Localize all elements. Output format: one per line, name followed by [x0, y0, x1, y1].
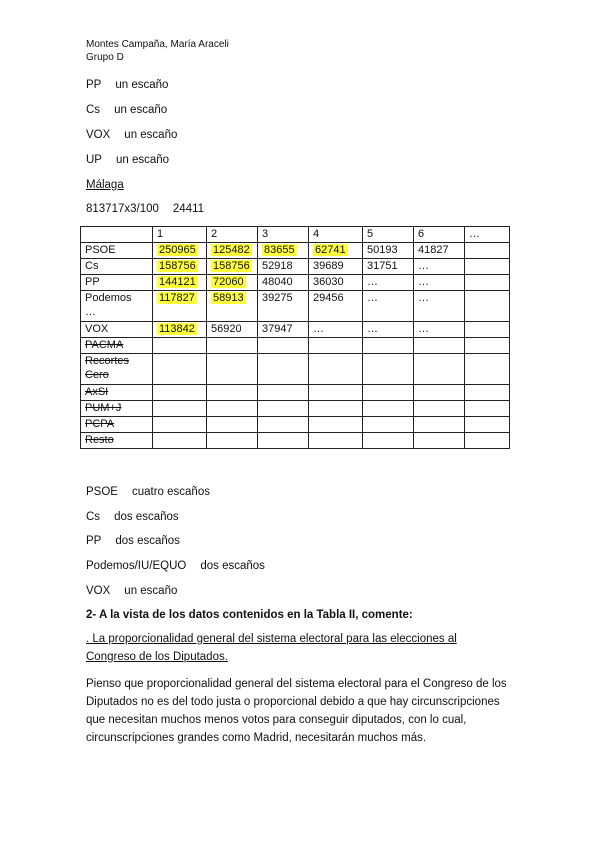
quotient-cell	[207, 338, 258, 354]
quotient-value: 56920	[211, 323, 242, 335]
table-row	[81, 291, 510, 322]
quotient-cell	[258, 291, 309, 322]
quota-calculation	[86, 203, 204, 215]
quotient-cell	[363, 259, 414, 275]
party-cell	[81, 385, 153, 401]
quotient-value: 125482	[213, 244, 250, 256]
column-header: 5	[363, 227, 414, 243]
table-row	[81, 417, 510, 433]
quotient-value: 50193	[367, 244, 398, 256]
quotient-value: 72060	[213, 276, 244, 288]
seat-count: un escaño	[124, 129, 178, 141]
seat-count: dos escaños	[114, 511, 179, 523]
quotient-cell	[258, 259, 309, 275]
quotient-value: …	[313, 323, 324, 335]
party-name: PP	[85, 276, 100, 288]
quotient-cell	[207, 433, 258, 449]
quotient-value: …	[367, 292, 378, 304]
quotient-cell	[153, 385, 207, 401]
party-cell	[81, 275, 153, 291]
party-cell	[81, 433, 153, 449]
column-header: 4	[309, 227, 363, 243]
quotient-cell	[153, 433, 207, 449]
seat-line	[86, 560, 265, 572]
subquestion-line-2: Congreso de los Diputados.	[86, 651, 228, 663]
quotient-value: 39275	[262, 292, 293, 304]
quotient-value: …	[418, 323, 429, 335]
table-row	[81, 385, 510, 401]
quotient-cell	[414, 291, 465, 322]
party-name: VOX	[85, 323, 109, 335]
calc-formula: 813717x3/100	[86, 203, 159, 215]
quotient-cell	[207, 417, 258, 433]
quotient-cell	[258, 401, 309, 417]
quotient-value: 113842	[159, 323, 195, 335]
quotient-cell	[258, 275, 309, 291]
seat-count: un escaño	[115, 154, 170, 166]
quotient-cell	[207, 275, 258, 291]
party-name: PSOE	[86, 486, 118, 498]
quotient-cell	[207, 401, 258, 417]
quotient-cell	[465, 433, 510, 449]
quotient-value: 158756	[213, 260, 250, 272]
party-name: Cs	[85, 260, 99, 272]
quotient-value: …	[418, 276, 429, 288]
quotient-cell	[309, 243, 363, 259]
seat-line	[86, 104, 167, 116]
quotient-value: 39689	[313, 260, 344, 272]
seat-line	[86, 486, 210, 498]
quotient-cell	[258, 417, 309, 433]
quotient-value: 144121	[159, 276, 196, 288]
quotient-cell	[414, 322, 465, 338]
party-cell	[81, 259, 153, 275]
quotient-cell	[465, 401, 510, 417]
quotient-cell	[309, 259, 363, 275]
quotient-cell	[258, 338, 309, 354]
quotient-cell	[465, 338, 510, 354]
quotient-cell	[363, 243, 414, 259]
seat-line	[86, 535, 180, 547]
quotient-cell	[363, 354, 414, 385]
quotient-cell	[465, 275, 510, 291]
party-name: Recortes	[85, 355, 130, 367]
quotient-cell	[309, 433, 363, 449]
quotient-value: 37947	[262, 323, 293, 335]
table-row	[81, 338, 510, 354]
quotient-cell	[414, 385, 465, 401]
column-header	[81, 227, 153, 243]
subquestion-line-1: . La proporcionalidad general del sistema electoral para las elecciones al	[86, 633, 457, 645]
quotient-cell	[363, 275, 414, 291]
table-row	[81, 401, 510, 417]
seat-count: un escaño	[115, 79, 169, 91]
party-cell	[81, 291, 153, 322]
quotient-cell	[414, 338, 465, 354]
quotient-cell	[258, 322, 309, 338]
party-cell	[81, 401, 153, 417]
quotient-cell	[414, 354, 465, 385]
quotient-value: …	[367, 276, 378, 288]
party-name: VOX	[86, 585, 111, 597]
table-row	[81, 354, 510, 385]
quotient-cell	[363, 417, 414, 433]
quotient-cell	[153, 354, 207, 385]
seat-count: dos escaños	[200, 560, 265, 572]
quotient-cell	[414, 433, 465, 449]
quotient-cell	[414, 401, 465, 417]
quotient-cell	[363, 385, 414, 401]
quotient-cell	[465, 291, 510, 322]
quotient-cell	[207, 354, 258, 385]
quotient-cell	[309, 291, 363, 322]
seat-line	[86, 585, 177, 597]
column-header: 3	[258, 227, 309, 243]
quotient-cell	[309, 417, 363, 433]
quotient-cell	[153, 243, 207, 259]
party-name-continued: Cero	[85, 369, 109, 381]
author-name: Montes Campaña, María Araceli	[86, 39, 229, 50]
quotient-cell	[465, 417, 510, 433]
party-name-continued: …	[85, 306, 96, 318]
party-cell	[81, 354, 153, 385]
quotient-cell	[258, 243, 309, 259]
quotient-value: 62741	[315, 244, 346, 256]
party-cell	[81, 338, 153, 354]
calc-result: 24411	[172, 203, 205, 215]
party-name: Podemos	[85, 292, 132, 304]
table-row	[81, 259, 510, 275]
party-cell	[81, 417, 153, 433]
quotient-value: 58913	[213, 292, 244, 304]
quotient-cell	[465, 322, 510, 338]
column-header: 1	[153, 227, 207, 243]
dhondt-table	[80, 226, 510, 449]
quotient-value: …	[418, 292, 429, 304]
quotient-cell	[258, 433, 309, 449]
quotient-cell	[207, 259, 258, 275]
party-cell	[81, 243, 153, 259]
quotient-cell	[153, 417, 207, 433]
party-name: PP	[86, 535, 102, 547]
column-header: 6	[414, 227, 465, 243]
quotient-cell	[363, 338, 414, 354]
quotient-cell	[258, 354, 309, 385]
answer-paragraph: Pienso que proporcionalidad general del sistema electoral para el Congreso de los Diputados no es del todo justa o proporcional debido a que hay circunscripciones que necesitan muchos menos votos para conseguir diputados, con lo cual, circunscripciones grandes como Madrid, necesitarán muchos más.	[86, 678, 507, 744]
quotient-value: …	[418, 260, 429, 272]
table-row	[81, 322, 510, 338]
party-name: Cs	[86, 511, 101, 523]
party-name: UP	[86, 154, 102, 166]
quotient-cell	[465, 243, 510, 259]
quotient-value: 41827	[418, 244, 449, 256]
quotient-cell	[207, 243, 258, 259]
party-name: PACMA	[85, 339, 124, 351]
party-name: Podemos/IU/EQUO	[86, 560, 187, 572]
quotient-cell	[309, 338, 363, 354]
party-name: VOX	[86, 129, 111, 141]
seat-line	[86, 154, 169, 166]
quotient-cell	[153, 322, 207, 338]
quotient-cell	[465, 354, 510, 385]
quotient-value: 31751	[367, 260, 398, 272]
quotient-cell	[363, 291, 414, 322]
quotient-cell	[465, 259, 510, 275]
seat-line	[86, 129, 177, 141]
quotient-value: 48040	[262, 276, 293, 288]
seat-count: un escaño	[114, 104, 168, 116]
quotient-cell	[153, 291, 207, 322]
quotient-cell	[414, 243, 465, 259]
seat-count: un escaño	[124, 585, 178, 597]
province-heading: Málaga	[86, 179, 124, 191]
quotient-value: 250965	[159, 244, 196, 256]
quotient-cell	[363, 322, 414, 338]
party-name: Cs	[86, 104, 101, 116]
quotient-cell	[309, 385, 363, 401]
quotient-cell	[465, 385, 510, 401]
quotient-cell	[207, 291, 258, 322]
party-name: PUM+J	[85, 402, 122, 414]
quotient-value: 83655	[264, 244, 295, 256]
party-name: PP	[86, 79, 102, 91]
party-name: PCPA	[85, 418, 115, 430]
quotient-cell	[153, 401, 207, 417]
quotient-value: 36030	[313, 276, 344, 288]
quotient-cell	[309, 354, 363, 385]
quotient-value: 158756	[159, 260, 196, 272]
quotient-value: …	[367, 323, 378, 335]
party-name: AxSI	[85, 386, 109, 398]
party-cell	[81, 322, 153, 338]
seat-count: dos escaños	[115, 535, 180, 547]
quotient-cell	[153, 259, 207, 275]
quotient-value: 52918	[262, 260, 293, 272]
quotient-cell	[153, 338, 207, 354]
table-row	[81, 275, 510, 291]
group-label: Grupo D	[86, 52, 124, 63]
quotient-cell	[414, 259, 465, 275]
quotient-cell	[414, 417, 465, 433]
quotient-cell	[153, 275, 207, 291]
quotient-cell	[207, 385, 258, 401]
column-header: …	[465, 227, 510, 243]
table-row	[81, 433, 510, 449]
quotient-cell	[309, 275, 363, 291]
seat-line	[86, 79, 168, 91]
table-header-row	[81, 227, 510, 243]
quotient-cell	[207, 322, 258, 338]
table-row	[81, 243, 510, 259]
quotient-cell	[309, 401, 363, 417]
party-name: Resto	[85, 434, 114, 446]
quotient-cell	[363, 433, 414, 449]
seat-line	[86, 511, 179, 523]
seat-count: cuatro escaños	[131, 486, 210, 498]
quotient-cell	[309, 322, 363, 338]
party-name: PSOE	[85, 244, 116, 256]
quotient-value: 29456	[313, 292, 344, 304]
question-heading: 2- A la vista de los datos contenidos en la Tabla II, comente:	[86, 609, 413, 621]
quotient-value: 117827	[159, 292, 195, 304]
column-header: 2	[207, 227, 258, 243]
quotient-cell	[258, 385, 309, 401]
quotient-cell	[414, 275, 465, 291]
quotient-cell	[363, 401, 414, 417]
